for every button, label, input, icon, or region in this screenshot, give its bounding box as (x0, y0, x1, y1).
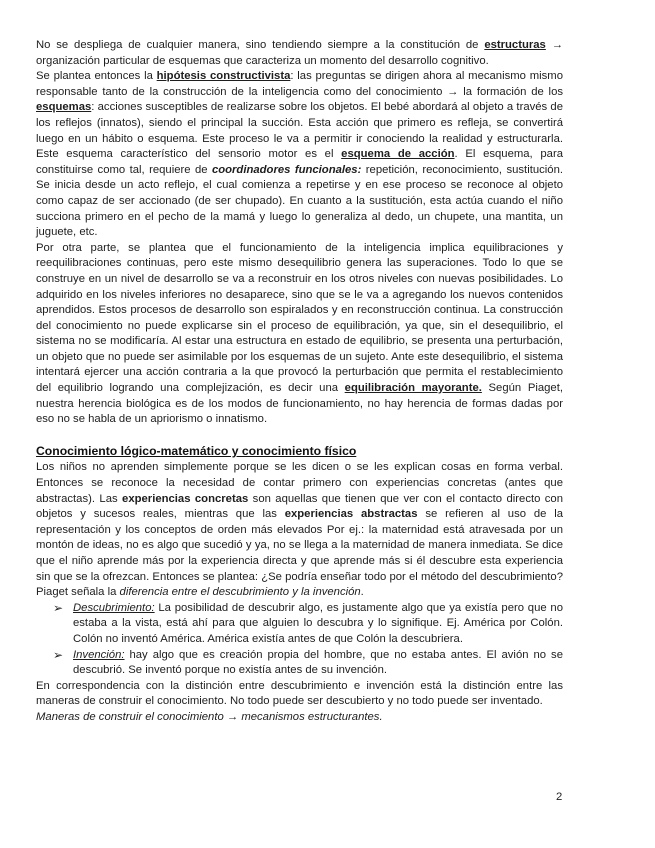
bullet-list (36, 601, 563, 679)
term-esquema-de-accion: esquema de acción (341, 148, 455, 161)
text-run: Se plantea entonces la (36, 70, 157, 83)
term-estructuras: estructuras (484, 39, 546, 51)
italic-phrase: diferencia entre el descubrimiento y la invención (119, 586, 361, 599)
text-run: → organización particular de esquemas que caracteriza un momento del desarrollo cognitivo. (36, 39, 563, 67)
paragraph-maneras: Maneras de construir el conocimiento → mecanismos estructurantes. (36, 710, 383, 723)
term-descubrimiento: Descubrimiento: (73, 601, 155, 614)
paragraph-equilibracion (36, 241, 563, 428)
term-coordinadores-funcionales: coordinadores funcionales: (211, 163, 362, 176)
text-run: No se despliega de cualquier manera, sino tendiendo siempre a la constitución de (36, 39, 485, 51)
paragraph-hipotesis-constructivista (36, 69, 563, 241)
text-run: Según Piaget, nuestra herencia biológica es de los modos de funcionamiento, no hay herencia de formas dadas por eso no se habla de un apriorismo o innatismo. (36, 382, 563, 426)
arrow-bullet-icon: ➢ (53, 647, 64, 662)
text-run: hay algo que es creación propia del hombre, que no estaba antes. El avión no se descubrió. Se inventó porque no existía antes de su invención. (73, 648, 563, 677)
list-item-invencion (36, 648, 563, 679)
term-equilibracion-mayorante: equilibración mayorante. (344, 382, 482, 395)
page-number: 2 (556, 791, 563, 803)
text-run: . El esquema, para constituirse como tal, requiere de (36, 148, 563, 176)
text-run: Por otra parte, se plantea que el funcionamiento de la inteligencia implica equilibraciones y reequilibraciones continuas, pero este mismo desequilibrio genera las superaciones. Todo lo que se construye en un nivel de desarrollo se va a reconstruir en los otros niveles con nuevas posibilidades. Lo adquirido en los niveles inferiores no desaparece, sino que se le va a agregando los nuevos contenidos aprendidos. Estos procesos de desarrollo son espiralados y en reconstrucción continua. La construcción del conocimiento no puede explicarse sin el proceso de equilibración, ya que, sin el desequilibrio, el sistema no se modificaría. Al estar una estructura en estado de equilibrio, se presenta una perturbación, un objeto que no puede ser asimilable por los esquemas de un sujeto. Ante este desequilibrio, el sistema intentará ejercer una acción contraria a la que provocó la perturbación que permita el restablecimiento del equilibrio logrando una complejización, es decir una (36, 241, 563, 395)
term-experiencias-concretas: experiencias concretas (122, 492, 249, 505)
paragraph-estructuras (36, 38, 563, 69)
text-run: se refieren al uso de la representación y los conceptos de orden más elevados Por ej.: la maternidad está atravesada por un montón de ideas, no es algo que sucedió y ya, no se llega a la maternidad de manera inmediata. Se dice que el niño aprende más por la experiencia directa y que aprende más si él descubre esta experiencia sin que se la ofrezcan. Entonces se plantea: ¿Se podría enseñar todo por el método del descubrimiento? Piaget señala la (36, 508, 563, 599)
arrow-bullet-icon: ➢ (53, 600, 64, 615)
text-run: repetición, reconocimiento, sustitución. Se inicia desde un acto reflejo, el cual comienza a repetirse y en ese proceso se reconoce al objeto como capaz de ser accionado (de ser chupado). En cuanto a la sustitución, esta actúa cuando el niño succiona primero en el pecho de la mamá y luego lo generaliza al dedo, un chupete, una mantita, un juguete, etc. (36, 163, 563, 239)
text-run: son aquellas que tienen que ver con el contacto directo con objetos y sucesos reales, mientras que las (36, 492, 564, 521)
list-item-descubrimiento (36, 601, 563, 648)
text-run: . (360, 586, 364, 599)
term-invencion: Invención: (73, 648, 125, 661)
term-experiencias-abstractas: experiencias abstractas (284, 508, 418, 521)
text-run: La posibilidad de descubrir algo, es justamente algo que ya existía pero que no estaba a la vista, está ahí para que alguien lo descubra y lo signifique. Ej. América por Colón. Colón no inventó América. América existía antes de que Colón la descubriera. (73, 601, 563, 645)
section-heading: Conocimiento lógico-matemático y conocimiento físico (36, 443, 357, 458)
text-run: : acciones susceptibles de realizarse sobre los objetos. El bebé abordará al objeto a través de los reflejos (innatos), siendo el principal la succión. Esta acción que primero es refleja, se convertirá luego en un hábito o esquema. Este proceso le va a permitir ir conociendo la realidad y estructurarla. Este esquema característico del sensorio motor es el (36, 101, 563, 161)
text-run: : las preguntas se dirigen ahora al mecanismo mismo responsable tanto de la construcción de la inteligencia como del conocimiento → la formación de los (36, 70, 563, 98)
term-esquemas: esquemas (36, 101, 92, 114)
paragraph-correspondencia: En correspondencia con la distinción entre descubrimiento e invención está la distinción entre las maneras de construir el conocimiento. No todo puede ser descubierto y no todo puede ser inventado. (36, 679, 563, 708)
term-hipotesis-constructivista: hipótesis constructivista (156, 70, 291, 83)
paragraph-experiencias (36, 460, 563, 600)
text-run: Los niños no aprenden simplemente porque se les dicen o se les explican cosas en forma verbal. Entonces se reconoce la necesidad de contar primero con experiencias concretas (antes que abstractas). Las (36, 461, 563, 505)
page-body (36, 38, 563, 726)
